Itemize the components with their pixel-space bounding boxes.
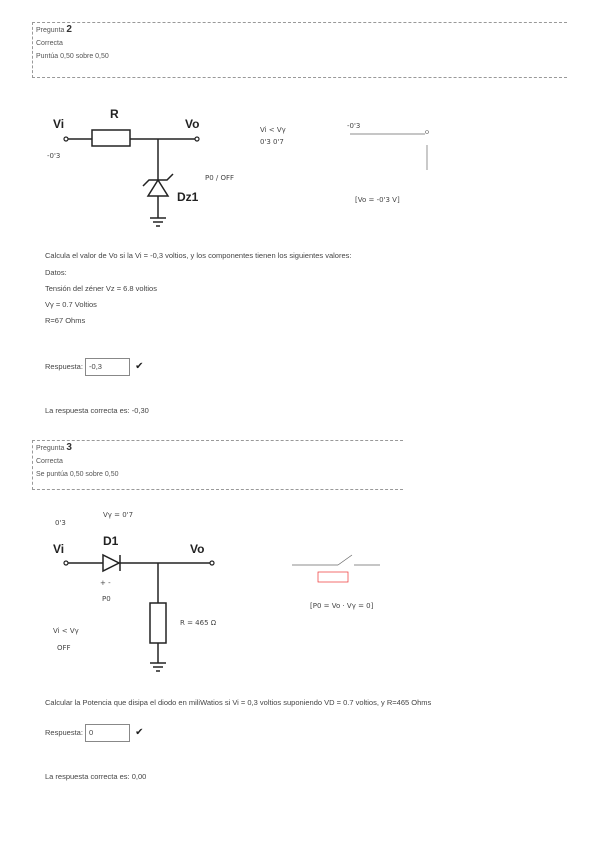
q2-text-line: Vγ = 0.7 Voltios [45,300,97,309]
question-number: 2 [66,24,72,35]
sketch-terminal [426,131,429,134]
handwritten-note: Vi < Vγ [53,627,79,635]
check-icon: ✔ [135,726,144,738]
sketch-red-mark [318,572,348,582]
zener-circuit-diagram [45,100,265,230]
circuit-label-d1: D1 [103,534,119,548]
resistor-symbol [150,603,166,643]
q2-feedback: La respuesta correcta es: -0,30 [45,406,149,415]
diode-symbol [103,555,119,571]
output-terminal [210,561,214,565]
circuit-label-r: R [110,107,119,121]
handwritten-note-answer: [Vo = -0'3 V] [355,196,400,204]
handwritten-note-answer: [P0 = Vo · Vγ = 0] [310,602,374,610]
circuit-label-vi: Vi [53,117,65,131]
q3-text-line: Calcular la Potencia que disipa el diodo en miliWatios si Vi = 0,3 voltios suponiendo VD = 0.7 voltios, y R=465 Ohms [45,698,432,707]
question-2-info-box [32,22,567,78]
question-2-score: Puntúa 0,50 sobre 0,50 [36,53,109,60]
question-3-label [36,441,403,455]
q3-handwritten-notes [290,550,450,620]
answer-label: Respuesta: [45,361,83,371]
question-3-status: Correcta [36,458,63,465]
q2-text-line: R=67 Ohms [45,316,86,325]
sketch-switch [338,555,352,565]
circuit-label-r: R = 465 Ω [180,619,217,627]
handwritten-note: Vi < Vγ [260,126,286,134]
input-terminal [64,561,68,565]
q3-feedback: La respuesta correcta es: 0,00 [45,772,147,781]
answer-label: Respuesta: [45,727,83,737]
handwritten-note: P0 [102,595,111,603]
diode-circuit-diagram [45,505,265,675]
question-label: Pregunta [36,27,65,34]
question-3-info-box [32,440,403,490]
q2-text-line: Datos: [45,268,67,277]
handwritten-note: P0 / OFF [205,174,235,182]
answer-input[interactable]: -0,3 [85,358,130,376]
handwritten-note: 0'3 0'7 [260,138,284,146]
q2-answer-row [45,358,144,376]
handwritten-note-red: OFF [57,644,71,652]
q2-text-line: Tensión del zéner Vz = 6.8 voltios [45,284,157,293]
q3-answer-row [45,724,144,742]
question-2-status: Correcta [36,40,63,47]
answer-input[interactable]: 0 [85,724,130,742]
handwritten-note: 0'3 [55,519,66,527]
resistor-symbol [92,130,130,146]
handwritten-note: -0'3 [47,152,61,160]
question-number: 3 [66,442,72,453]
question-3-score: Se puntúa 0,50 sobre 0,50 [36,471,119,478]
handwritten-note: -0'3 [347,122,361,130]
circuit-label-dz1: Dz1 [177,190,199,204]
handwritten-note: Vγ = 0'7 [103,511,134,519]
zener-diode-symbol [148,180,168,196]
handwritten-note: + - [100,579,111,587]
input-terminal [64,137,68,141]
q2-handwritten-notes [205,110,455,220]
check-icon: ✔ [135,360,144,372]
output-terminal [195,137,199,141]
q2-text-line: Calcula el valor de Vo si la Vi = -0,3 voltios, y los componentes tienen los siguientes valores: [45,251,352,260]
circuit-label-vo: Vo [190,542,205,556]
question-2-label [36,23,567,37]
circuit-label-vi: Vi [53,542,65,556]
question-label: Pregunta [36,445,65,452]
circuit-label-vo: Vo [185,117,200,131]
